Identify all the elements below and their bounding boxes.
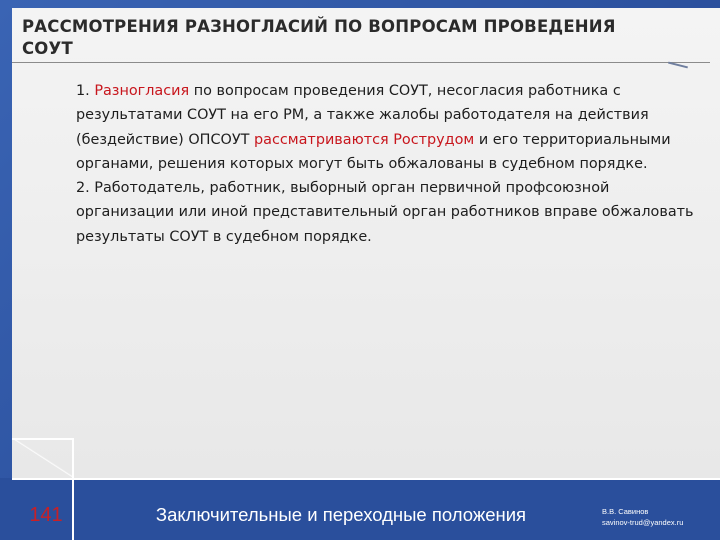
- title-divider: [12, 62, 710, 63]
- footer-separator-left: [72, 480, 74, 540]
- highlight-rostrud: рассматриваются Рострудом: [253, 131, 475, 148]
- author-name: В.В. Савинов: [602, 507, 649, 516]
- footer-section-title: Заключительные и переходные положения: [155, 504, 527, 525]
- highlight-disagreements: Разногласия: [94, 83, 190, 99]
- author-email: savinov-trud@yandex.ru: [602, 518, 684, 527]
- paragraph-1-text-a: по вопросам проведения СОУТ, несогласия работника с результатами СОУТ на его РМ, а также жалобы работодателя на действия (бездействие) ОПСОУТ: [76, 83, 649, 148]
- footer-top-rule: [12, 478, 720, 480]
- corner-diagonal: [12, 438, 74, 478]
- author-info: [602, 506, 718, 528]
- slide-body: [76, 79, 706, 249]
- paragraph-1-text-b: и его территориальными органами, решения которых могут быть обжалованы в судебном порядке.: [76, 131, 671, 172]
- paragraph-1: [76, 79, 706, 176]
- paragraph-2: 2. Работодатель, работник, выборный орган первичной профсоюзной организации или иной представительный орган работников вправе обжаловать результаты СОУТ в судебном порядке.: [76, 180, 694, 245]
- page-number: 141: [29, 504, 63, 526]
- paragraph-1-number: 1.: [76, 83, 95, 99]
- slide-title: РАССМОТРЕНИЯ РАЗНОГЛАСИЙ ПО ВОПРОСАМ ПРОВЕДЕНИЯ СОУТ: [22, 17, 616, 58]
